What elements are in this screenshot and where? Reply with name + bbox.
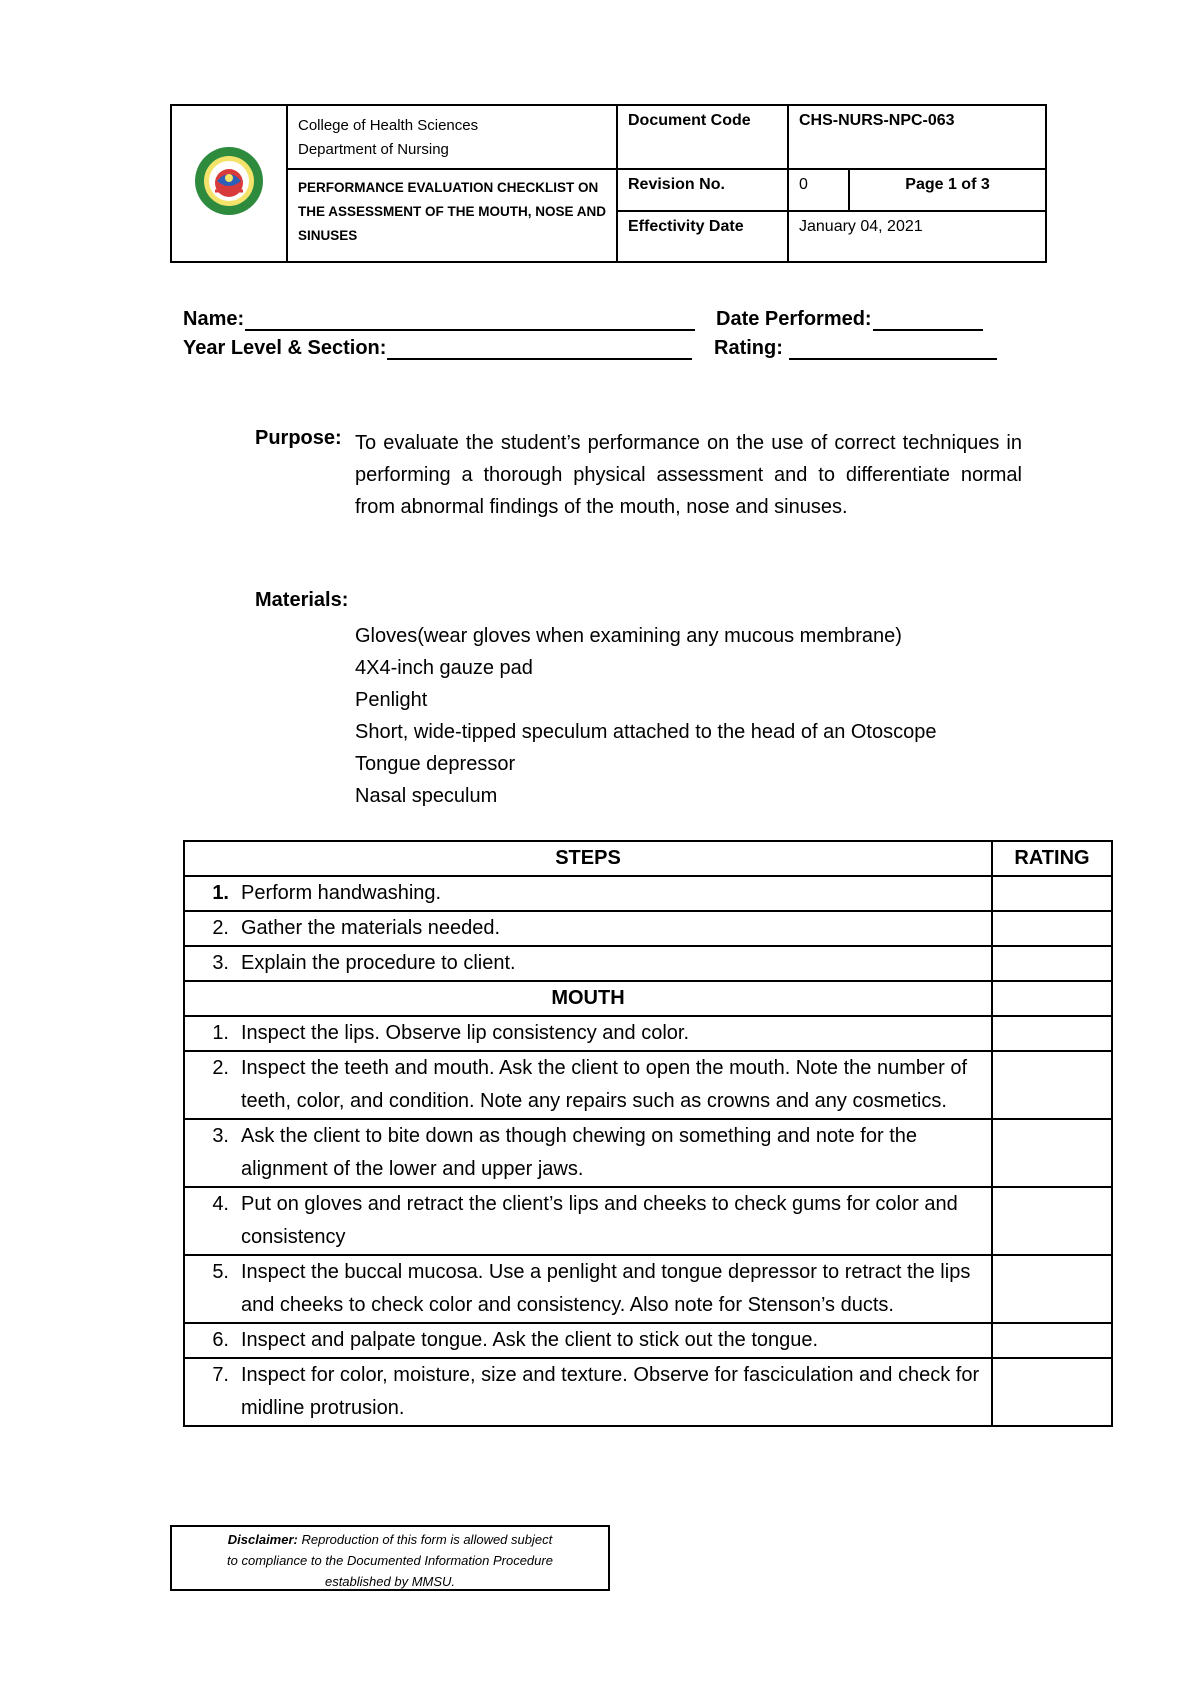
steps-table <box>183 840 1113 1427</box>
table-row <box>184 1323 1112 1358</box>
logo-cell <box>171 105 287 262</box>
table-row <box>184 1119 1112 1187</box>
step-text: Ask the client to bite down as though chewing on something and note for the alignment of the lower and upper jaws. <box>241 1125 917 1180</box>
material-item: Gloves(wear gloves when examining any mucous membrane) <box>355 625 902 647</box>
table-row <box>184 911 1112 946</box>
department-name: Department of Nursing <box>298 141 449 158</box>
revision-value: 0 <box>788 169 849 211</box>
table-header-row <box>184 841 1112 876</box>
rating-cell[interactable] <box>992 911 1112 946</box>
document-code-value: CHS-NURS-NPC-063 <box>788 105 1046 169</box>
disclaimer-text-1: Reproduction of this form is allowed subject <box>301 1532 553 1547</box>
college-name: College of Health Sciences <box>298 117 479 134</box>
table-row <box>184 1255 1112 1323</box>
step-number: 2. <box>212 1057 229 1079</box>
step-text: Inspect the teeth and mouth. Ask the client to open the mouth. Note the number of teeth, color, and condition. Note any repairs such as crowns and any cosmetics. <box>241 1057 968 1112</box>
rating-cell[interactable] <box>992 1187 1112 1255</box>
step-text: Inspect the buccal mucosa. Use a penlight and tongue depressor to retract the lips and cheeks to check color and consistency. Also note for Stenson’s ducts. <box>241 1261 971 1316</box>
rating-cell[interactable] <box>992 1119 1112 1187</box>
rating-cell[interactable] <box>992 946 1112 981</box>
checklist-title: PERFORMANCE EVALUATION CHECKLIST ON THE ASSESSMENT OF THE MOUTH, NOSE AND SINUSES <box>287 169 617 262</box>
section-mouth-label: MOUTH <box>184 981 992 1016</box>
name-line[interactable] <box>245 309 695 331</box>
rating-cell[interactable] <box>992 1323 1112 1358</box>
table-row <box>184 946 1112 981</box>
materials-label: Materials: <box>255 589 349 611</box>
disclaimer-text-3: established by MMSU. <box>324 1574 456 1589</box>
step-number: 3. <box>212 1125 229 1147</box>
material-item: Tongue depressor <box>355 753 516 775</box>
date-performed-field[interactable] <box>716 308 983 331</box>
material-item: Nasal speculum <box>355 785 498 807</box>
step-number: 2. <box>212 917 229 939</box>
step-number: 7. <box>212 1364 229 1386</box>
rating-cell[interactable] <box>992 876 1112 911</box>
step-text: Inspect for color, moisture, size and texture. Observe for fasciculation and check for midline protrusion. <box>241 1364 980 1419</box>
step-text: Explain the procedure to client. <box>241 952 516 974</box>
rating-cell <box>992 981 1112 1016</box>
rating-header: RATING <box>992 841 1112 876</box>
step-number: 6. <box>212 1329 229 1351</box>
step-text: Perform handwashing. <box>241 882 442 904</box>
year-section-line[interactable] <box>387 338 692 360</box>
material-item: Short, wide-tipped speculum attached to the head of an Otoscope <box>355 721 937 743</box>
table-row <box>184 1187 1112 1255</box>
rating-field[interactable] <box>714 337 997 360</box>
university-seal-icon <box>193 145 265 217</box>
table-row <box>184 1016 1112 1051</box>
rating-label: Rating: <box>714 337 783 359</box>
materials-list <box>355 620 936 812</box>
section-row <box>184 981 1112 1016</box>
date-performed-line[interactable] <box>873 309 983 331</box>
step-text: Inspect and palpate tongue. Ask the client to stick out the tongue. <box>241 1329 819 1351</box>
rating-cell[interactable] <box>992 1016 1112 1051</box>
rating-cell[interactable] <box>992 1255 1112 1323</box>
effectivity-label: Effectivity Date <box>617 211 788 262</box>
step-text: Inspect the lips. Observe lip consistency and color. <box>241 1022 690 1044</box>
material-item: Penlight <box>355 689 428 711</box>
table-row <box>184 1358 1112 1426</box>
disclaimer-label: Disclaimer: <box>227 1532 298 1547</box>
step-number: 1. <box>212 882 229 904</box>
rating-line[interactable] <box>789 338 997 360</box>
document-code-label: Document Code <box>617 105 788 169</box>
disclaimer-text-2: to compliance to the Documented Information Procedure <box>227 1553 553 1568</box>
purpose-text: To evaluate the student’s performance on the use of correct techniques in performing a thorough physical assessment and to differentiate normal from abnormal findings of the mouth, nose and sinuses. <box>355 432 1022 518</box>
table-row <box>184 876 1112 911</box>
year-section-field[interactable] <box>183 337 692 360</box>
step-number: 4. <box>212 1193 229 1215</box>
college-cell <box>287 105 617 169</box>
rating-cell[interactable] <box>992 1358 1112 1426</box>
step-number: 5. <box>212 1261 229 1283</box>
step-number: 1. <box>212 1022 229 1044</box>
name-label: Name: <box>183 308 245 330</box>
revision-label: Revision No. <box>617 169 788 211</box>
effectivity-value: January 04, 2021 <box>788 211 1046 262</box>
disclaimer-box <box>170 1525 610 1591</box>
year-section-label: Year Level & Section: <box>183 337 387 359</box>
table-row <box>184 1051 1112 1119</box>
material-item: 4X4-inch gauze pad <box>355 657 533 679</box>
steps-header: STEPS <box>184 841 992 876</box>
date-performed-label: Date Performed: <box>716 308 872 330</box>
rating-cell[interactable] <box>992 1051 1112 1119</box>
document-header <box>170 104 1047 263</box>
step-text: Gather the materials needed. <box>241 917 501 939</box>
name-field[interactable] <box>183 308 695 331</box>
step-number: 3. <box>212 952 229 974</box>
purpose-label: Purpose: <box>255 427 342 449</box>
step-text: Put on gloves and retract the client’s lips and cheeks to check gums for color and consistency <box>241 1193 958 1248</box>
page-number: Page 1 of 3 <box>849 169 1046 211</box>
